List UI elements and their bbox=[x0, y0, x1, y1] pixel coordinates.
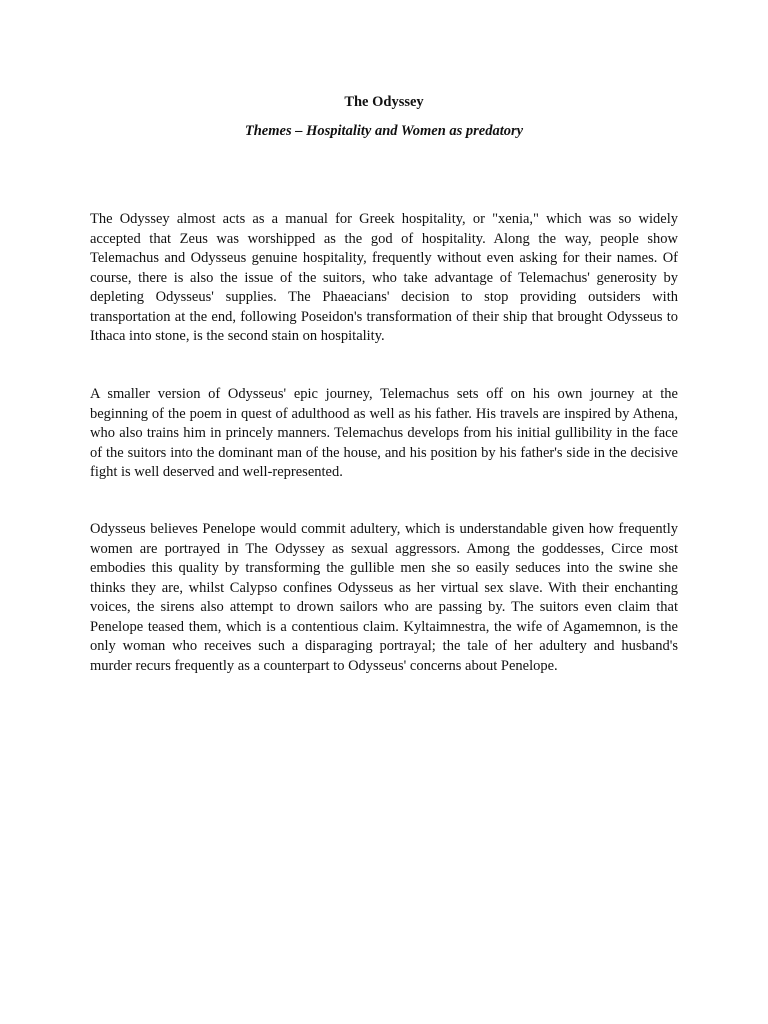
document-subtitle: Themes – Hospitality and Women as predatory bbox=[244, 123, 524, 139]
paragraph-hospitality: The Odyssey almost acts as a manual for Greek hospitality, or "xenia," which was so widely accepted that Zeus was worshipped as the god of hospitality. Along the way, people show Telemachus and Odysseus genuine hospitality, frequently without even asking for their names. Of course, there is also the issue of the suitors, who take advantage of Telemachus' generosity by depleting Odysseus' supplies. The Phaeacians' decision to stop providing outsiders with transportation at the end, following Poseidon's transformation of their ship that brought Odysseus to Ithaca into stone, is the second stain on hospitality. bbox=[90, 211, 678, 344]
document-title: The Odyssey bbox=[344, 94, 424, 110]
paragraph-telemachus-journey: A smaller version of Odysseus' epic journey, Telemachus sets off on his own journey at the beginning of the poem in quest of adulthood as well as his father. His travels are inspired by Athena, who also trains him in princely manners. Telemachus develops from his initial gullibility in the face of the suitors into the dominant man of the house, and his position by his father's side in the decisive fight is well deserved and well-represented. bbox=[90, 386, 678, 480]
paragraph-women-as-predatory: Odysseus believes Penelope would commit adultery, which is understandable given how frequently women are portrayed in The Odyssey as sexual aggressors. Among the goddesses, Circe most embodies this quality by transforming the gullible men she so easily seduces into the swine she thinks they are, whilst Calypso confines Odysseus as her virtual sex slave. With their enchanting voices, the sirens also attempt to drown sailors who are passing by. The suitors even claim that Penelope teased them, which is a contentious claim. Kyltaimnestra, the wife of Agamemnon, is the only woman who receives such a disparaging portrayal; the tale of her adultery and husband's murder recurs frequently as a counterpart to Odysseus' concerns about Penelope. bbox=[90, 521, 678, 674]
